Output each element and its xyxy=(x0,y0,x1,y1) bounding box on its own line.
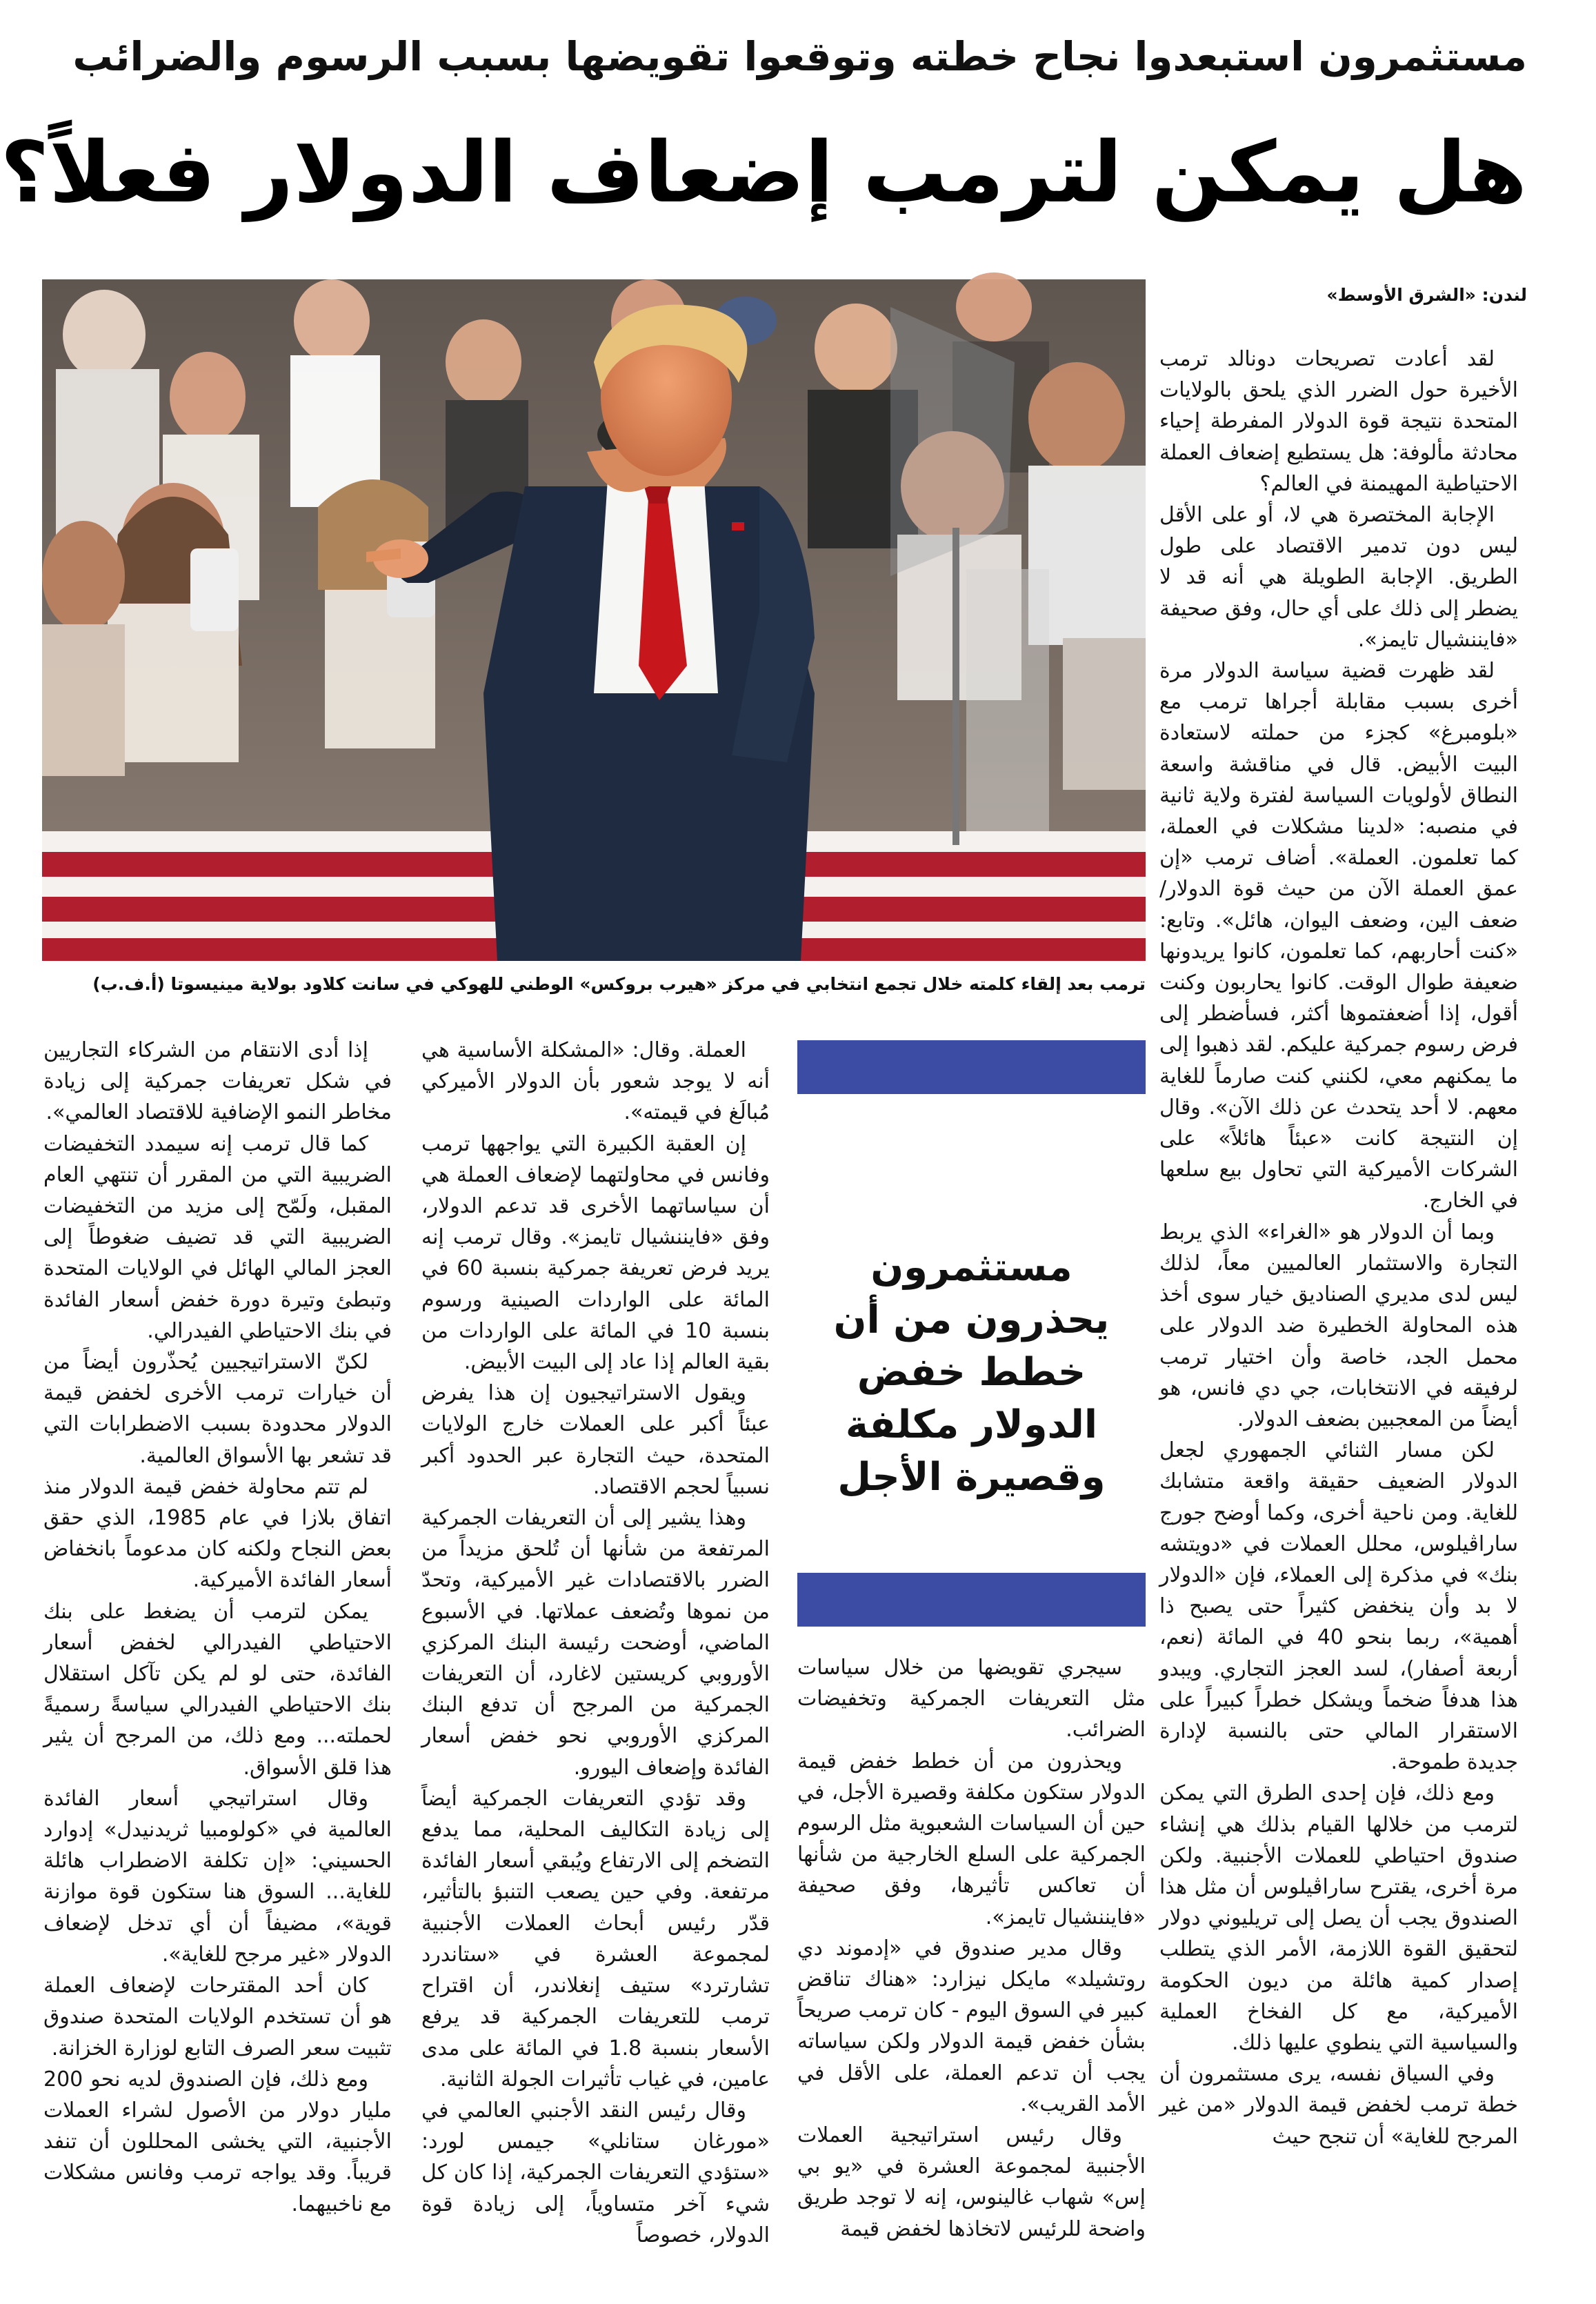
article-column-4 xyxy=(43,1035,392,2285)
column-paragraph: وقد تؤدي التعريفات الجمركية أيضاً إلى زيادة التكاليف المحلية، مما يدفع التضخم إلى الارتفاع ويُبقي أسعار الفائدة مرتفعة. وفي حين يصعب التنبؤ بالتأثير، قدّر رئيس أبحاث العملات الأجنبية لمجموعة العشرة في «ستاندرد تشارترد» ستيف إنغلاندر، أن اقتراح ترمب للتعريفات الجمركية قد يرفع الأسعار بنسبة 1.8 في المائة على مدى عامين، في غياب تأثيرات الجولة الثانية. xyxy=(421,1786,770,2092)
article-kicker: مستثمرون استبعدوا نجاح خطته وتوقعوا تقويضها بسبب الرسوم والضرائب xyxy=(72,33,1527,80)
article-photo xyxy=(42,279,1146,961)
column-paragraph: كان أحد المقترحات لإضعاف العملة هو أن تستخدم الولايات المتحدة صندوق تثبيت سعر الصرف التابع لوزارة الخزانة. xyxy=(43,1974,392,2060)
article-column-3 xyxy=(421,1035,770,2285)
column-paragraph: ومع ذلك، فإن الصندوق لديه نحو 200 مليار دولار من الأصول لشراء العملات الأجنبية، التي يخشى المحللون أن تنفد قريباً. وقد يواجه ترمب وفانس مشكلات مع ناخبيهما. xyxy=(43,2067,392,2216)
column-paragraph: ومع ذلك، فإن إحدى الطرق التي يمكن لترمب من خلالها القيام بذلك هي إنشاء صندوق احتياطي للعملات الأجنبية. ولكن مرة أخرى، يقترح ساراڤيلوس أن مثل هذا الصندوق يجب أن يصل إلى تريليوني دولار لتحقيق القوة اللازمة، الأمر الذي يتطلب إصدار كمية هائلة من ديون الحكومة الأميركية، مع كل الفخاخ العملية والسياسية التي ينطوي عليها ذلك. xyxy=(1159,1781,1518,2055)
column-paragraph: لقد أعادت تصريحات دونالد ترمب الأخيرة حول الضرر الذي يلحق بالولايات المتحدة نتيجة قوة الدولار المفرطة إحياء محادثة مألوفة: هل يستطيع إضعاف العملة الاحتياطية المهيمنة في العالم؟ xyxy=(1159,347,1518,496)
column-paragraph: وهذا يشير إلى أن التعريفات الجمركية المرتفعة من شأنها أن تُلحق مزيداً من الضرر بالاقتصادات غير الأميركية، وتحدّ من نموها وتُضعف عملاتها. في الأسبوع الماضي، أوضحت رئيسة البنك المركزي الأوروبي كريستين لاغارد، أن التعريفات الجمركية من المرجح أن تدفع البنك المركزي الأوروبي نحو خفض أسعار الفائدة وإضعاف اليورو. xyxy=(421,1506,770,1780)
column-paragraph: إذا أدى الانتقام من الشركاء التجاريين في شكل تعريفات جمركية إلى زيادة مخاطر النمو الإضافية للاقتصاد العالمي». xyxy=(43,1038,392,1125)
photo-caption: ترمب بعد إلقاء كلمته خلال تجمع انتخابي في مركز «هيرب بروكس» الوطني للهوكي في سانت كلاود بولاية مينيسوتا (أ.ف.ب) xyxy=(92,974,1146,994)
column-paragraph: وقال رئيس النقد الأجنبي العالمي في «مورغان ستانلي» جيمس لورد: «ستؤدي التعريفات الجمركية، إذا كان كل شيء آخر متساوياً، إلى زيادة قوة الدولار، خصوصاً xyxy=(421,2098,770,2247)
column-paragraph: العملة. وقال: «المشكلة الأساسية هي أنه لا يوجد شعور بأن الدولار الأميركي مُبالَغ في قيمته». xyxy=(421,1038,770,1125)
column-paragraph: وقال مدير صندوق في «إدموند دي روتشيلد» مايكل نيزارد: «هناك تناقض كبير في السوق اليوم - كان ترمب صريحاً بشأن خفض قيمة الدولار ولكن سياساته يجب أن تدعم العملة، على الأقل في الأمد القريب». xyxy=(797,1936,1146,2116)
column-paragraph: لكن مسار الثنائي الجمهوري لجعل الدولار الضعيف حقيقة واقعة متشابك للغاية. ومن ناحية أخرى، وكما أوضح جورج ساراڤيلوس، محلل العملات في «دويتشه بنك» في مذكرة إلى العملاء، فإن «الدولار لا بد وأن ينخفض كثيراً حتى يصبح ذا أهمية»، ربما بنحو 40 في المائة (نعم، أربعة أصفار)، لسد العجز التجاري. ويبدو هذا هدفاً ضخماً ويشكل خطراً كبيراً على الاستقرار المالي حتى بالنسبة لإدارة جديدة طموحة. xyxy=(1159,1438,1518,1775)
column-paragraph: يمكن لترمب أن يضغط على بنك الاحتياطي الفيدرالي لخفض أسعار الفائدة، حتى لو لم يكن تآكل استقلال بنك الاحتياطي الفيدرالي سياسةً رسميةً لحملته... ومع ذلك، من المرجح أن يثير هذا قلق الأسواق. xyxy=(43,1599,392,1780)
column-paragraph: لقد ظهرت قضية سياسة الدولار مرة أخرى بسبب مقابلة أجراها ترمب مع «بلومبرغ» كجزء من حملته لاستعادة البيت الأبيض. قال في مناقشة واسعة النطاق لأولويات السياسة لفترة ولاية ثانية في منصبه: «لدينا مشكلات في العملة، كما تعلمون. العملة». أضاف ترمب «إن عمق العملة الآن من حيث قوة الدولار/ ضعف الين، وضعف اليوان، هائل». وتابع: «كنت أحاربهم، كما تعلمون، كانوا يريدونها ضعيفة طوال الوقت. كانوا يحاربون وكنت أقول، إذا أضعفتموها أكثر، فسأضطر إلى فرض رسوم جمركية عليكم. لقد ذهبوا إلى ما يمكنهم معي، لكنني كنت صارماً للغاية معهم. لا أحد يتحدث عن ذلك الآن». وقال إن النتيجة كانت «عبئاً هائلاً» على الشركات الأميركية التي تحاول بيع سلعها في الخارج. xyxy=(1159,659,1518,1213)
article-column-2 xyxy=(797,1652,1146,2285)
column-paragraph: لم تتم محاولة خفض قيمة الدولار منذ اتفاق بلازا في عام 1985، الذي حقق بعض النجاح ولكنه كان مدعوماً بانخفاض أسعار الفائدة الأميركية. xyxy=(43,1474,392,1593)
column-paragraph: ويقول الاستراتيجيون إن هذا يفرض عبئاً أكبر على العملات خارج الولايات المتحدة، حيث التجارة عبر الحدود أكبر نسبياً لحجم الاقتصاد. xyxy=(421,1381,770,1499)
column-paragraph: ويحذرون من أن خطط خفض قيمة الدولار ستكون مكلفة وقصيرة الأجل، في حين أن السياسات الشعبوية مثل الرسوم الجمركية على السلع الخارجية من شأنها أن تعاكس تأثيرها، وفق صحيفة «فايننشيال تايمز». xyxy=(797,1749,1146,1929)
article-column-1 xyxy=(1159,344,1518,2285)
column-paragraph: الإجابة المختصرة هي لا، أو على الأقل ليس دون تدمير الاقتصاد على طول الطريق. الإجابة الطويلة هي أنه قد لا يضطر إلى ذلك على أي حال، وفق صحيفة «فايننشيال تايمز». xyxy=(1159,503,1518,652)
article-headline: هل يمكن لترمب إضعاف الدولار فعلاً؟ xyxy=(0,123,1527,221)
column-paragraph: وقال رئيس استراتيجية العملات الأجنبية لمجموعة العشرة في «يو بي إس» شهاب غالينوس، إنه لا توجد طريق واضحة للرئيس لاتخاذها لخفض قيمة xyxy=(797,2123,1146,2241)
column-paragraph: إن العقبة الكبيرة التي يواجهها ترمب وفانس في محاولتهما لإضعاف العملة هي أن سياساتهما الأخرى قد تدعم الدولار، وفق «فايننشيال تايمز». وقال ترمب إنه يريد فرض تعريفة جمركية بنسبة 60 في المائة على الواردات الصينية ورسوم بنسبة 10 في المائة على الواردات من بقية العالم إذا عاد إلى البيت الأبيض. xyxy=(421,1131,770,1375)
column-paragraph: لكنّ الاستراتيجيين يُحذّرون أيضاً من أن خيارات ترمب الأخرى لخفض قيمة الدولار محدودة بسبب الاضطرابات التي قد تشعر بها الأسواق العالمية. xyxy=(43,1350,392,1468)
pull-quote-bar-top xyxy=(797,1040,1146,1094)
column-paragraph: وبما أن الدولار هو «الغراء» الذي يربط التجارة والاستثمار العالميين معاً، لذلك ليس لدى مديري الصناديق خيار سوى أخذ هذه المحاولة الخطيرة ضد الدولار على محمل الجد، خاصة وأن اختيار ترمب لرفيقه في الانتخابات، جي دي فانس، هو أيضاً من المعجبين بضعف الدولار. xyxy=(1159,1220,1518,1431)
column-paragraph: وقال استراتيجي أسعار الفائدة العالمية في «كولومبيا ثريدنيدل» إدوارد الحسيني: «إن تكلفة الاضطراب هائلة للغاية... السوق هنا ستكون قوة موازنة قوية»، مضيفاً أن أي تدخل لإضعاف الدولار «غير مرجح للغاية». xyxy=(43,1786,392,1967)
pull-quote-bar-bottom xyxy=(797,1573,1146,1627)
column-paragraph: كما قال ترمب إنه سيمدد التخفيضات الضريبية التي من المقرر أن تنتهي العام المقبل، ولَمّح إلى مزيد من التخفيضات الضريبية التي قد تضيف ضغوطاً إلى العجز المالي الهائل في الولايات المتحدة وتبطئ وتيرة دورة خفض أسعار الفائدة في بنك الاحتياطي الفيدرالي. xyxy=(43,1131,392,1343)
column-paragraph: وفي السياق نفسه، يرى مستثمرون أن خطة ترمب لخفض قيمة الدولار «من غير المرجح للغاية» أن تنجح حيث xyxy=(1159,2062,1518,2149)
article-byline: لندن: «الشرق الأوسط» xyxy=(1326,285,1527,305)
pull-quote: مستثمرون يحذرون من أن خطط خفض الدولار مكلفة وقصيرة الأجل xyxy=(833,1245,1110,1500)
column-paragraph: سيجري تقويضها من خلال سياسات مثل التعريفات الجمركية وتخفيضات الضرائب. xyxy=(797,1656,1146,1742)
